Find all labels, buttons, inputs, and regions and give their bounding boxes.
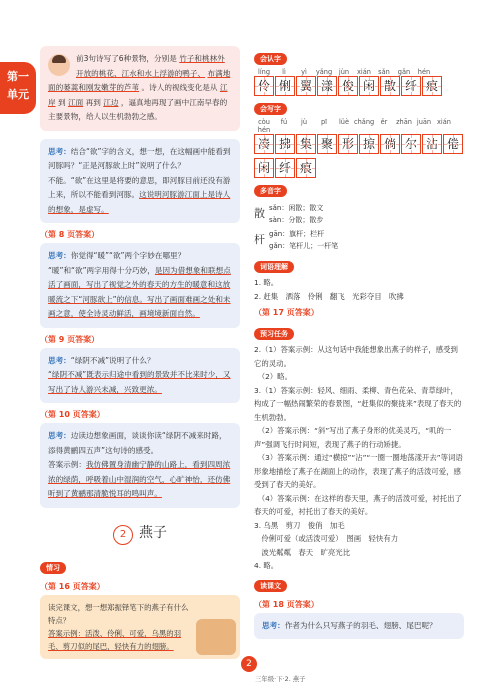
page-number: 2 xyxy=(241,656,257,672)
pinyin: còu xyxy=(258,118,270,126)
poly-item xyxy=(254,202,464,226)
children-illustration-icon xyxy=(196,619,236,655)
think-question: 作者为什么只写燕子的羽毛、翅膀、尾巴呢？ xyxy=(284,620,437,630)
char-cell: 集 xyxy=(296,134,316,154)
poly-reading: gǎn：笔杆儿；一杆笔 xyxy=(269,242,339,250)
pinyin: lì xyxy=(282,68,286,76)
think-question: “绿阴不减”说明了什么？ xyxy=(70,355,155,365)
left-column xyxy=(40,46,240,659)
vocab-answers xyxy=(254,276,464,303)
vocab-tag: 词语理解 xyxy=(254,261,294,273)
recognize-pinyin-row xyxy=(254,68,464,76)
think-answer-underlined: 这说明河豚游江面上是诗人的想象，是虚写。 xyxy=(48,190,231,214)
student-avatar-icon xyxy=(48,54,70,76)
think-label: 思考： xyxy=(48,146,71,156)
char-cell: 尔 xyxy=(401,134,421,154)
answer-header-p17: （第 17 页答案） xyxy=(254,308,319,317)
pinyin: zhān xyxy=(396,118,412,126)
pinyin: fú xyxy=(280,118,288,126)
think-label: 思考： xyxy=(262,620,285,630)
pinyin: juān xyxy=(416,118,432,126)
pinyin: líng xyxy=(257,68,271,76)
intro-text-d: 再到 xyxy=(85,97,101,107)
preview-line: 2.（1）答案示例：从这句话中我能想象出燕子的样子，感受到它的灵动。 xyxy=(254,345,458,368)
intro-box xyxy=(40,46,240,131)
poly-reading: sàn：分散；散步 xyxy=(269,216,324,224)
read-tag: 读课文 xyxy=(254,580,287,592)
preview-line: 4. 略。 xyxy=(254,561,279,570)
think-answer: “暖”和“欲”两字用得十分巧妙， xyxy=(48,265,155,275)
think-label: 思考： xyxy=(48,251,71,260)
pinyin: pī xyxy=(320,118,328,126)
char-cell: 闲 xyxy=(359,76,379,96)
vocab-line-2: 2. 赶集 洒落 伶俐 翻飞 光彩夺目 吹拂 xyxy=(254,291,404,301)
intro-answer-5: 江边 xyxy=(103,97,119,107)
char-cell: 痕 xyxy=(422,76,442,96)
think-box-2 xyxy=(40,243,240,328)
preview-line: （3）答案示例：通过“横掠”“沾”“一圈一圈地荡漾开去”等词语形象地描绘了燕子在湖面上的动作，表现了燕子的活泼可爱，感受到了春天的美好。 xyxy=(254,453,463,489)
write-char-grid xyxy=(254,134,464,178)
pinyin: yì xyxy=(301,68,307,76)
char-cell: 掠 xyxy=(359,134,379,154)
think-answer-underlined: 我仿佛置身清幽宁静的山路上，看到四周浓浓的绿荫，呼吸着山中湿润的空气，心旷神怡，还仿佛听到了黄鹂那清脆悦耳的鸣叫声。 xyxy=(48,460,231,498)
preview-task-tag: 预习任务 xyxy=(254,328,294,340)
preview-task-answers xyxy=(254,343,464,573)
lesson-title xyxy=(40,522,240,545)
intro-text-c: 到 xyxy=(58,97,66,107)
answer-header-p10: （第 10 页答案） xyxy=(40,410,105,419)
poly-char: 散 xyxy=(254,207,265,220)
kids-question: 读完课文，想一想郑振铎笔下的燕子有什么特点？ xyxy=(48,602,189,625)
unit-tab xyxy=(0,62,36,114)
char-cell: 纤 xyxy=(401,76,421,96)
pinyin: ěr xyxy=(380,118,388,126)
vocab-line-1: 1. 略。 xyxy=(254,278,279,287)
poly-readings xyxy=(269,228,338,252)
lesson-number: 2 xyxy=(113,525,133,545)
char-cell: 倦 xyxy=(443,134,463,154)
poly-item xyxy=(254,228,464,252)
pinyin: xián xyxy=(437,118,451,126)
preview-line: （4）答案示例：在这样的春天里，燕子的活泼可爱，衬托出了春天的可爱，衬托出了春天的美好。 xyxy=(254,493,462,516)
pinyin: lüè xyxy=(338,118,350,126)
preview-line: （2）答案示例：“斜”写出了燕子身形的优美灵巧，“叽的一声”强调飞行时间短，表现了燕子的行动矫捷。 xyxy=(254,426,452,449)
char-cell: 散 xyxy=(380,76,400,96)
preview-line: 伶俐可爱（或活泼可爱） 图画 轻快有力 xyxy=(254,534,399,543)
pinyin: gǎn xyxy=(397,68,411,76)
poly-reading: gān：旗杆；栏杆 xyxy=(269,230,325,238)
char-cell: 凑 xyxy=(254,134,274,154)
think-answer-underlined: “绿阴不减”既表示归途中看到的景致并不比来时少，又写出了诗人游兴未减，兴致更浓。 xyxy=(48,370,231,394)
think-answer: 不能。“欲”在这里是将要的意思，即河豚目前还没有游上来，所以不能看到河豚。 xyxy=(48,175,231,199)
think-question: 边读边想象画面，谈谈你读“绿阴不减来时路，添得黄鹂四五声”这句诗的感受。 xyxy=(48,431,227,455)
pinyin: yǎng xyxy=(315,68,333,76)
preview-line: 3.（1）答案示例：轻风、细雨、柔柳、青色花朵、青草绿叶，构成了一幅热闹繁荣的春景图，“赶集似的聚拢来”表现了春天的生机勃勃。 xyxy=(254,385,462,422)
preview-line: 3. 乌黑 剪刀 俊俏 加毛 xyxy=(254,520,345,530)
write-tag: 会写字 xyxy=(254,103,287,115)
pinyin: jù xyxy=(300,118,307,126)
kids-answer: 答案示例：活泼、伶俐、可爱，乌黑的羽毛、剪刀似的尾巴，轻快有力的翅膀。 xyxy=(48,628,182,651)
preview-line: 波光粼粼 春天 旷亮光比 xyxy=(254,547,351,557)
char-cell: 纤 xyxy=(275,158,295,178)
unit-tab-line2: 单元 xyxy=(7,88,29,101)
unit-tab-line1: 第一 xyxy=(7,70,29,83)
lesson-name: 燕子 xyxy=(139,524,167,541)
pinyin: xián xyxy=(357,68,371,76)
poly-reading: sǎn：闲散；散文 xyxy=(269,204,324,212)
pinyin: jùn xyxy=(338,68,350,76)
answer-header-p18: （第 18 页答案） xyxy=(254,599,319,609)
char-cell: 翼 xyxy=(296,76,316,96)
think-label: 思考： xyxy=(48,355,71,365)
char-cell: 形 xyxy=(338,134,358,154)
intro-text-e: ，逼真地再现了画中江南早春的主要景物，给人以生机勃勃之感。 xyxy=(48,97,228,121)
think-box-4 xyxy=(40,423,240,508)
char-cell: 漾 xyxy=(317,76,337,96)
char-cell: 拂 xyxy=(275,134,295,154)
think-box-3 xyxy=(40,348,240,404)
kids-box xyxy=(40,595,240,659)
intro-text-b: 。诗人的视线变化是从 xyxy=(141,83,218,92)
think-question: 你觉得“暖”“欲”两个字妙在哪里？ xyxy=(70,251,186,260)
intro-answer-1: 竹子和桃林外开放的桃花、江水和水上浮游的鸭子、 xyxy=(76,54,225,78)
char-cell: 俐 xyxy=(275,76,295,96)
footer-text: 三年级·下·2. 燕子 xyxy=(255,675,306,683)
char-cell: 伶 xyxy=(254,76,274,96)
char-cell: 沾 xyxy=(422,134,442,154)
poly-readings xyxy=(269,202,323,226)
intro-answer-4: 江面 xyxy=(68,97,84,107)
think-box-5 xyxy=(254,613,464,640)
right-column xyxy=(254,46,464,645)
pinyin: sǎn xyxy=(378,68,390,76)
think-answer-underlined: 是因为借想象和联想点活了画面，写出了视觉之外的春天的方生的暖意和这放暖流之下“河豚欲上”的信息。写出了画面难画之处和未画之意，使全诗灵动鲜活，画境境新面自然。 xyxy=(48,265,231,318)
answer-header-p9: （第 9 页答案） xyxy=(40,334,100,344)
pinyin: hén xyxy=(417,68,431,76)
recognize-char-grid xyxy=(254,76,464,96)
answer-header-p8: （第 8 页答案） xyxy=(40,230,100,239)
recognize-tag: 会认字 xyxy=(254,53,287,65)
think-question: 结合“欲”字的含义，想一想，在这幅画中能看到河豚吗？“正是河豚欲上时”说明了什么？ xyxy=(48,146,231,170)
think-answer: 答案示例： xyxy=(48,460,86,469)
answer-header-p16: （第 16 页答案） xyxy=(40,581,105,591)
char-cell: 倘 xyxy=(380,134,400,154)
pinyin: chǎng xyxy=(354,118,375,126)
intro-answer-2: 布满地面的蒌蒿和刚发嫩芽的芦苇 xyxy=(48,68,231,92)
char-cell: 闲 xyxy=(254,158,274,178)
write-pinyin-row xyxy=(254,118,464,134)
think-label: 思考： xyxy=(48,431,71,440)
think-box-1 xyxy=(40,139,240,224)
char-cell: 俊 xyxy=(338,76,358,96)
poly-tag: 多音字 xyxy=(254,185,287,197)
page-footer xyxy=(0,656,498,683)
pinyin: hén xyxy=(257,126,271,134)
intro-answer-3: 江岸 xyxy=(48,83,228,107)
preview-tag: 情习 xyxy=(40,562,66,574)
intro-text: 前3句诗写了6种景物，分别是 xyxy=(76,54,177,63)
char-cell: 痕 xyxy=(296,158,316,178)
preview-line: （2）略。 xyxy=(254,372,292,381)
poly-char: 杆 xyxy=(254,233,265,246)
poly-list xyxy=(254,202,464,252)
char-cell: 聚 xyxy=(317,134,337,154)
